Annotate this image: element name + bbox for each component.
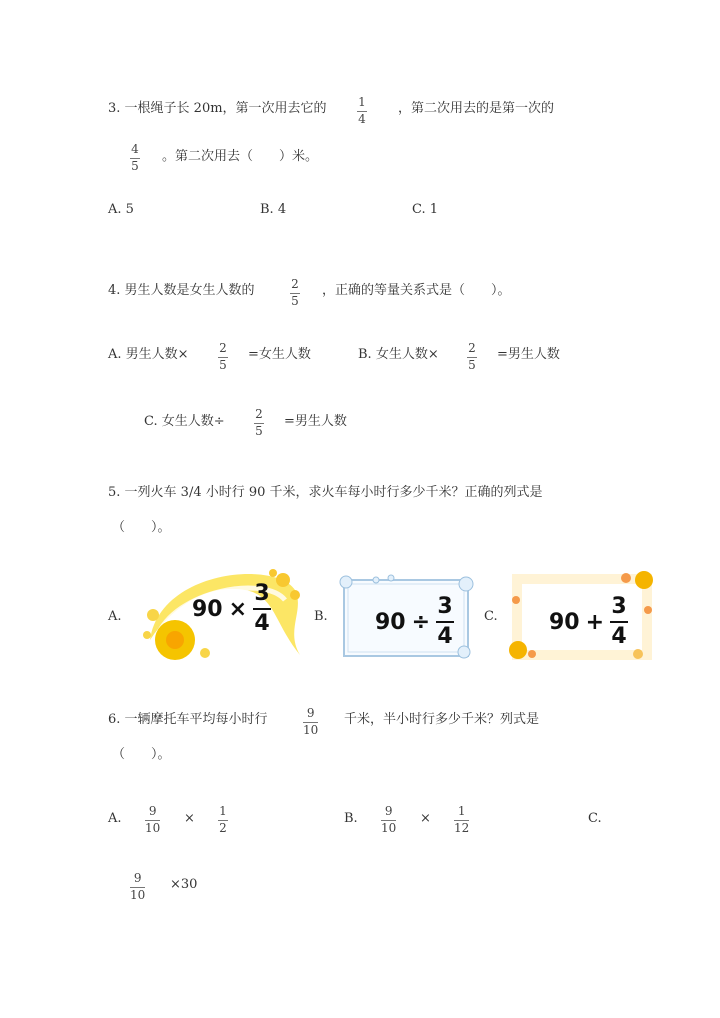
q4-option-b-fraction [467,342,477,372]
flower-dot [143,631,151,639]
flower-center [166,631,184,649]
q4-option-c-post: =男生人数 [284,414,347,429]
numerator: 3 [437,594,453,619]
q4-option-b-post: =男生人数 [497,347,560,362]
q6-option-b-operator: × [420,811,431,826]
q5-option-b-label: B. [314,609,328,624]
q6-text-3: （ ）。 [112,747,171,762]
flower-dot [276,573,290,587]
denominator: 4 [437,624,453,649]
q6-option-b-fraction-2 [454,805,469,835]
q6-option-c-tail: ×30 [170,877,198,892]
bubble-icon [373,577,379,583]
denominator: 5 [468,358,476,372]
operator: + [585,609,605,635]
q3-fraction-2 [130,143,140,173]
numerator: 9 [148,804,157,818]
numerator: 2 [291,277,299,291]
denominator: 10 [130,888,146,902]
q5-option-a-label: A. [108,609,122,624]
q6-option-b-fraction-1 [381,805,396,835]
numerator: 2 [468,341,476,355]
flower-icon [509,641,527,659]
q5-option-c-expression [549,596,628,648]
fraction [436,596,454,648]
q6-option-b-label: B. [344,811,358,826]
denominator: 5 [131,159,139,173]
operand: 90 [549,609,580,635]
flower-dot [147,609,159,621]
operand: 90 [375,609,406,635]
operator: ÷ [411,609,431,635]
bubble-icon [459,577,473,591]
q4-option-b-pre: B. 女生人数× [358,347,439,362]
q3-text-3: 。第二次用去（ ）米。 [162,149,319,164]
fraction [610,596,628,648]
q6-option-c-label: C. [588,811,602,826]
flower-icon [635,571,653,589]
denominator: 4 [358,112,366,126]
numerator: 1 [457,804,466,818]
flower-dot [269,569,277,577]
q4-fraction [290,278,300,308]
denominator: 2 [219,821,227,835]
q5-text-2: （ ）。 [112,520,171,535]
denominator: 4 [611,624,627,649]
numerator: 9 [384,804,393,818]
q5-option-a-expression [192,583,271,635]
denominator: 5 [219,358,227,372]
q3-text-2: ，第二次用去的是第一次的 [398,101,555,116]
numerator: 9 [133,871,142,885]
q4-option-a-pre: A. 男生人数× [108,347,189,362]
q4-option-a-post: =女生人数 [248,347,311,362]
denominator: 10 [145,821,161,835]
fraction [253,583,271,635]
q4-option-c-pre: C. 女生人数÷ [144,414,225,429]
q5-option-b-expression [375,596,454,648]
q4-option-c-fraction [254,408,264,438]
flower-dot [200,648,210,658]
operand: 90 [192,596,223,622]
denominator: 5 [291,294,299,308]
operator: × [228,596,248,622]
numerator: 2 [219,341,227,355]
q3-fraction-1 [357,96,367,126]
bubble-icon [458,646,470,658]
q6-fraction [303,707,318,737]
q3-text-1: 3. 一根绳子长 20m，第一次用去它的 [108,101,327,116]
q6-option-a-operator: × [184,811,195,826]
q3-option-a[interactable]: A. 5 [108,202,134,217]
flower-dot [512,596,520,604]
q5-text-1: 5. 一列火车 3/4 小时行 90 千米，求火车每小时行多少千米？正确的列式是 [108,485,543,500]
bubble-icon [388,575,394,581]
q6-text-2: 千米，半小时行多少千米？列式是 [344,712,540,727]
q6-text-1: 6. 一辆摩托车平均每小时行 [108,712,268,727]
q3-option-c[interactable]: C. 1 [412,202,439,217]
numerator: 3 [254,581,270,606]
numerator: 1 [219,804,227,818]
denominator: 12 [454,821,470,835]
q5-option-c-label: C. [484,609,498,624]
denominator: 10 [303,723,319,737]
flower-dot [633,649,643,659]
q4-option-a-fraction [218,342,228,372]
flower-dot [528,650,536,658]
denominator: 5 [255,424,263,438]
denominator: 4 [254,611,270,636]
flower-dot [644,606,652,614]
q6-option-a-fraction-1 [145,805,160,835]
q6-option-c-fraction [130,872,145,902]
q4-text-2: ，正确的等量关系式是（ ）。 [322,283,511,298]
q4-text-1: 4. 男生人数是女生人数的 [108,283,255,298]
flower-dot [290,590,300,600]
flower-dot [621,573,631,583]
q3-option-b[interactable]: B. 4 [260,202,287,217]
denominator: 10 [381,821,397,835]
numerator: 4 [131,142,139,156]
numerator: 1 [358,95,366,109]
bubble-icon [340,576,352,588]
numerator: 2 [255,407,263,421]
q6-option-a-label: A. [108,811,122,826]
q6-option-a-fraction-2 [218,805,228,835]
numerator: 3 [611,594,627,619]
numerator: 9 [306,706,315,720]
